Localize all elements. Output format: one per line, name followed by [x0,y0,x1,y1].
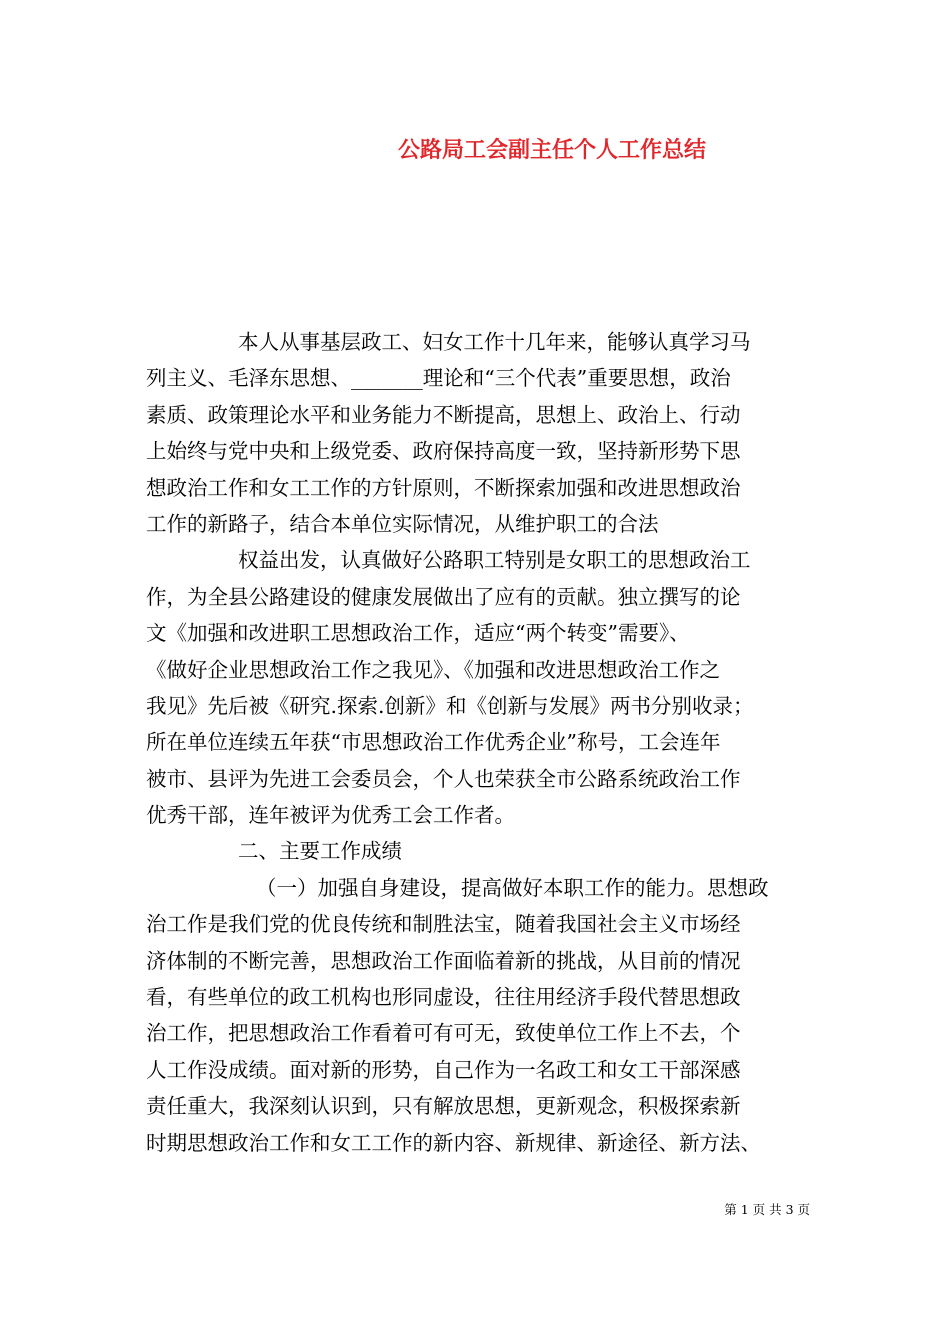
paragraph-line: 作，为全县公路建设的健康发展做出了应有的贡献。独立撰写的论 [146,584,741,609]
paragraph-line: 工作的新路子，结合本单位实际情况，从维护职工的合法 [146,511,659,536]
paragraph-line: 素质、政策理论水平和业务能力不断提高，思想上、政治上、行动 [146,402,741,427]
paragraph-line: 责任重大，我深刻认识到，只有解放思想，更新观念，积极探索新 [146,1094,741,1119]
paragraph-line: 看，有些单位的政工机构也形同虚设，往往用经济手段代替思想政 [146,985,741,1010]
paragraph-line: 治工作是我们党的优良传统和制胜法宝，随着我国社会主义市场经 [146,912,741,937]
paragraph-line: 治工作，把思想政治工作看着可有可无，致使单位工作上不去，个 [146,1021,741,1046]
paragraph-line: 本人从事基层政工、妇女工作十几年来，能够认真学习马 [238,330,751,354]
paragraph-line: 《做好企业思想政治工作之我见》、《加强和改进思想政治工作之 [146,657,720,682]
paragraph-line: 被市、县评为先进工会委员会，个人也荣获全市公路系统政治工作 [146,766,741,791]
paragraph-line: 优秀干部，连年被评为优秀工会工作者。 [146,803,515,828]
paragraph-line: 想政治工作和女工工作的方针原则，不断探索加强和改进思想政治 [146,475,741,500]
paragraph-line: 我见》先后被《研究.探索.创新》和《创新与发展》两书分别收录； [146,693,754,718]
paragraph-line: 上始终与党中央和上级党委、政府保持高度一致，坚持新形势下思 [146,439,741,464]
paragraph-line: 人工作没成绩。面对新的形势，自己作为一名政工和女工干部深感 [146,1057,741,1082]
paragraph-line: 权益出发，认真做好公路职工特别是女职工的思想政治工 [238,548,751,573]
paragraph-line: 列主义、毛泽东思想、_______理论和“三个代表”重要思想，政治 [146,366,731,391]
document-body [146,324,808,1161]
paragraph-line: 济体制的不断完善，思想政治工作面临着新的挑战，从目前的情况 [146,948,741,973]
paragraph-line: 所在单位连续五年获“市思想政治工作优秀企业”称号，工会连年 [146,730,721,755]
paragraph-line: 文《加强和改进职工思想政治工作，适应“两个转变”需要》、 [146,621,690,646]
document-title [0,136,950,166]
document-title-text: 公路局工会副主任个人工作总结 [397,138,706,163]
paragraph-line: 时期思想政治工作和女工工作的新内容、新规律、新途径、新方法、 [146,1130,761,1155]
section-heading: 二、主要工作成绩 [238,839,402,864]
paragraph-line: （一）加强自身建设，提高做好本职工作的能力。思想政 [256,875,769,900]
page-number-footer: 第 1 页 共 3 页 [724,1202,810,1217]
